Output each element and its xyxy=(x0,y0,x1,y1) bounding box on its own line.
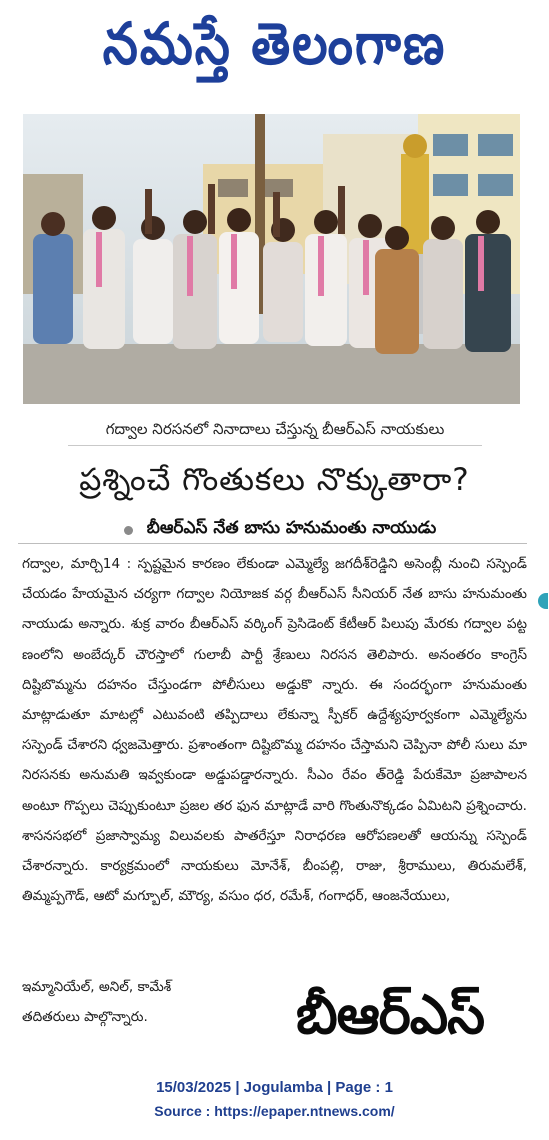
subheadline-row xyxy=(60,513,500,547)
article-body-tail-line-1: ఇమ్మానియేల్, అనిల్, కామేశ్ xyxy=(22,979,172,995)
article-headline: ప్రశ్నించే గొంతుకలు నొక్కుతారా? xyxy=(79,462,470,498)
protest-photo xyxy=(23,114,520,404)
party-logo xyxy=(296,982,549,1048)
masthead-title: నమస్తే తెలంగాణ xyxy=(102,10,447,77)
side-marker-icon xyxy=(538,593,548,609)
party-logo-text: బీఆర్‌ఎస్ xyxy=(296,983,485,1046)
protest-photo-illustration xyxy=(23,114,520,404)
divider xyxy=(18,543,527,544)
article-body-tail-line-2: తదితరులు పాల్గొన్నారు. xyxy=(22,1009,148,1026)
bullet-icon xyxy=(124,526,133,535)
newspaper-masthead xyxy=(0,0,549,102)
article-subheadline: బీఆర్‌ఎస్ నేత బాసు హనుమంతు నాయుడు xyxy=(146,518,437,538)
footer-meta: 15/03/2025 | Jogulamba | Page : 1 xyxy=(156,1079,393,1096)
article-body: గద్వాల, మార్చి14 : స్పష్టమైన కారణం లేకుండా ఎమ్మెల్యే జగదీశ్‌రెడ్డిని అసెంబ్లీ నుంచి సస్పెండ్ చేయడం హేయమైన చర్యగా గద్వాల నియోజక వర్గ బీఆర్‌ఎస్ సీనియర్ నేత బాసు హనుమంతు నాయుడు అన్నారు. శుక్ర వారం బీఆర్‌ఎస్ వర్కింగ్ ప్రెసిడెంట్ కేటీఆర్ పిలుపు మేరకు గద్వాల పట్ట ణంలోని అంబేద్కర్ చౌరస్తాలో గులాబీ పార్టీ శ్రేణులు నిరసన తెలిపారు. అనంతరం కాంగ్రెస్ దిష్టిబొమ్మను దహనం చేస్తుండగా పోలీసులు అడ్డుకొ న్నారు. ఈ సందర్భంగా హనుమంతు మాట్లాడుతూ మాటల్లో ఎటువంటి తప్పిదాలు లేకున్నా స్పీకర్ ఉద్దేశ్యపూర్వకంగా ఎమ్మెల్యేను సస్పెండ్ చేశారని ధ్వజమెత్తారు. ప్రశాంతంగా దిష్టిబొమ్మ దహనం చేస్తామని చెప్పినా పోలీ సులు మా నిరసనకు అనుమతి ఇవ్వకుండా అడ్డుపడ్డారన్నారు. సీఎం రేవం త్‌రెడ్డి పేరుకేమో ప్రజాపాలన అంటూ గొప్పలు చెప్పుకుంటూ ప్రజల తర ఫున మాట్లాడే వారి గొంతునొక్కడం ఏమిటని ప్రశ్నించారు. శాసనసభలో ప్రజాస్వామ్య విలువలకు పాతరేస్తూ నిరాధరణ ఆరోపణలతో ఆయన్ను సస్పెండ్ చేశారన్నారు. కార్యక్రమంలో నాయకులు మోనేశ్, బీంపల్లి, రాజు, శ్రీరాములు, తిరుమలేశ్, తిమ్మప్పగౌడ్, ఆటో మగ్బూల్, మౌర్య, వసుం ధర, రమేశ్, గంగాధర్, ఆంజనేయులు, xyxy=(22,556,527,905)
footer-source: Source : https://epaper.ntnews.com/ xyxy=(154,1103,395,1119)
article-body-tail xyxy=(22,972,302,1032)
photo-caption: గద్వాల నిరసనలో నినాదాలు చేస్తున్న బీఆర్‌ఎస్ నాయకులు xyxy=(68,415,482,446)
